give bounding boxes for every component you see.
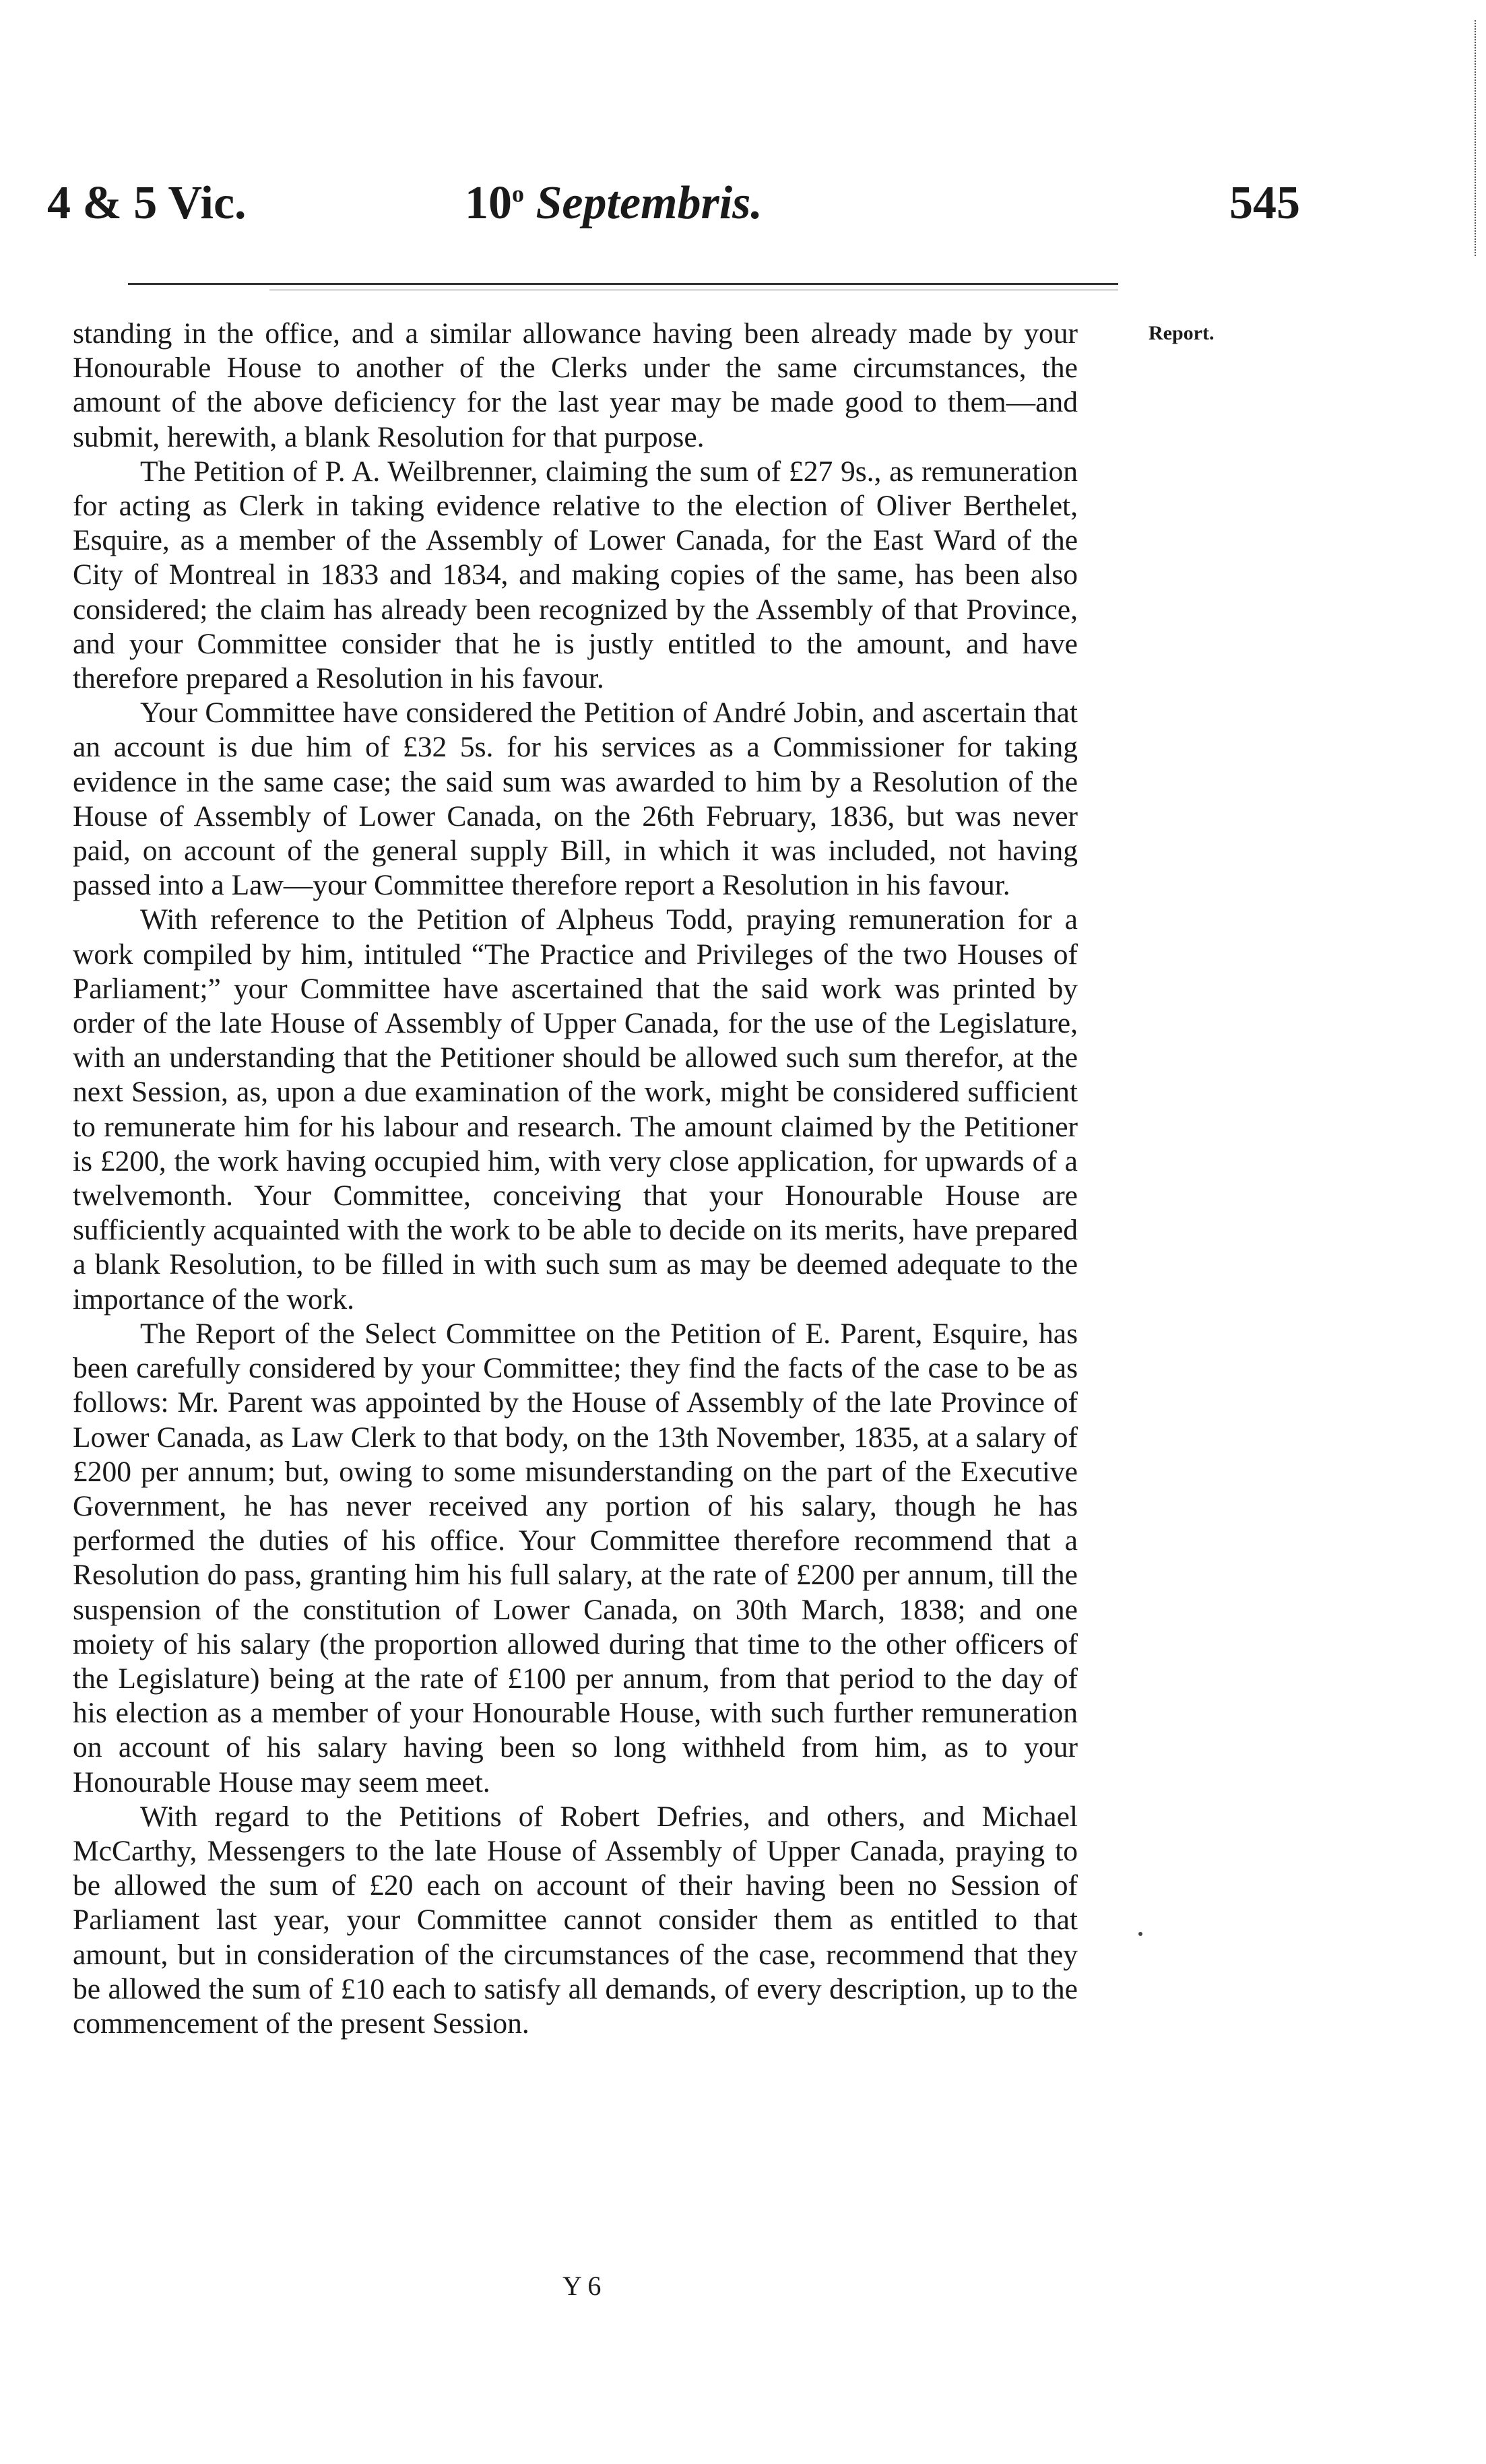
catchword: Y 6 <box>562 2271 602 2301</box>
edge-mark <box>1475 20 1477 256</box>
date-day: 10 <box>465 177 512 229</box>
date-sup: o <box>512 180 524 207</box>
paragraph-2: The Petition of P. A. Weilbrenner, claiming the sum of £27 9s., as remuneration for acting as Clerk in taking evidence relative to the election of Oliver Berthelet, Esquire, as a member of the Assembly of Lower Canada, for the East Ward of the City of Montreal in 1833 and 1834, and making copies of the same, has been also considered; the claim has already been recognized by the Assembly of that Province, and your Committee consider that he is justly entitled to the amount, and have therefore prepared a Resolution in his favour. <box>73 455 1078 695</box>
session-label: 4 & 5 Vic. <box>47 177 247 229</box>
paragraph-1: standing in the office, and a similar allowance having been already made by your Honourable House to another of the Clerks under the same circumstances, the amount of the above deficiency for the last year may be made good to them—and submit, herewith, a blank Resolution for that purpose. <box>73 317 1078 453</box>
margin-note: Report. <box>1149 322 1215 344</box>
running-header <box>47 176 1314 244</box>
paragraph-6: With regard to the Petitions of Robert Defries, and others, and Michael McCarthy, Messengers to the late House of Assembly of Upper Canada, praying to be allowed the sum of £20 each on account of their having been no Session of Parliament last year, your Committee cannot consider them as entitled to that amount, but in consideration of the circumstances of the case, recommend that they be allowed the sum of £10 each to satisfy all demands, of every description, up to the commencement of the present Session. <box>73 1800 1078 2040</box>
page-number: 545 <box>1229 177 1300 229</box>
stray-mark <box>1138 1932 1142 1936</box>
paragraph-4: With reference to the Petition of Alpheus Todd, praying remuneration for a work compiled by him, intituled “The Practice and Privileges of the two Houses of Parliament;” your Committee have ascertained that the said work was printed by order of the late House of Assembly of Upper Canada, for the use of the Legislature, with an understanding that the Petitioner should be allowed such sum therefor, at the next Session, as, upon a due examination of the work, might be considered sufficient to remunerate him for his labour and research. The amount claimed by the Petitioner is £200, the work having occupied him, with very close application, for upwards of a twelvemonth. Your Committee, conceiving that your Honourable House are sufficiently acquainted with the work to be able to decide on its merits, have prepared a blank Resolution, to be filled in with such sum as may be deemed adequate to the importance of the work. <box>73 903 1078 1316</box>
date-month: Septembris. <box>536 177 763 229</box>
paragraph-5: The Report of the Select Committee on the Petition of E. Parent, Esquire, has been carefully considered by your Committee; they find the facts of the case to be as follows: Mr. Parent was appointed by the House of Assembly of the late Province of Lower Canada, as Law Clerk to that body, on the 13th November, 1835, at a salary of £200 per annum; but, owing to some misunderstanding on the part of the Executive Government, he has never received any portion of his salary, though he has performed the duties of his office. Your Committee therefore recommend that a Resolution do pass, granting him his full salary, at the rate of £200 per annum, till the suspension of the constitution of Lower Canada, on 30th March, 1838; and one moiety of his salary (the proportion allowed during that time to the other officers of the Legislature) being at the rate of £100 per annum, from that period to the day of his election as a member of your Honourable House, with such further remuneration on account of his salary having been so long withheld from him, as to your Honourable House may seem meet. <box>73 1317 1078 1798</box>
body-text <box>73 317 1078 2041</box>
header-rule <box>128 283 1118 285</box>
paragraph-3: Your Committee have considered the Petition of André Jobin, and ascertain that an account is due him of £32 5s. for his services as a Commissioner for taking evidence in the same case; the said sum was awarded to him by a Resolution of the House of Assembly of Lower Canada, on the 26th February, 1836, but was never paid, on account of the general supply Bill, in which it was included, not having passed into a Law—your Committee therefore report a Resolution in his favour. <box>73 696 1078 902</box>
date-label <box>465 176 763 230</box>
